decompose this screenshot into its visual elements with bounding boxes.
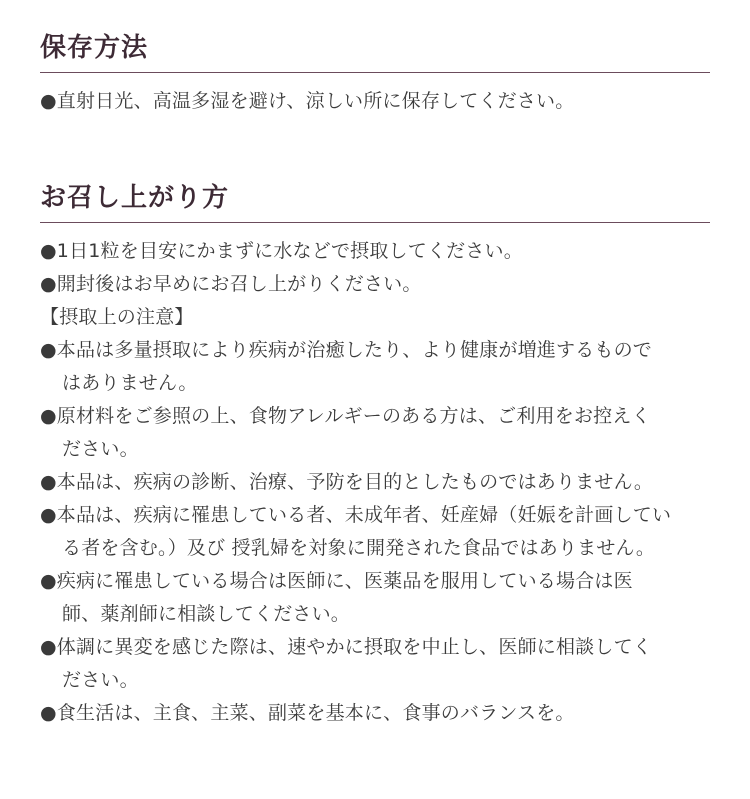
storage-list <box>40 85 710 118</box>
caution-line: ●本品は多量摂取により疾病が治癒したり、より健康が増進するもので <box>40 339 652 361</box>
caution-line: ●体調に異変を感じた際は、速やかに摂取を中止し、医師に相談してく <box>40 636 652 658</box>
caution-line: ●疾病に罹患している場合は医師に、医薬品を服用している場合は医 <box>40 570 633 592</box>
storage-title: 保存方法 <box>40 33 149 63</box>
caution-line-continued: る者を含む。）及び 授乳婦を対象に開発された食品ではありません。 <box>62 537 656 559</box>
caution-line: ●食生活は、主食、主菜、副菜を基本に、食事のバランスを。 <box>40 702 575 724</box>
caution-line: ●原材料をご参照の上、食物アレルギーのある方は、ご利用をお控えく <box>40 405 651 427</box>
howto-title: お召し上がり方 <box>40 183 230 213</box>
storage-line: ●直射日光、高温多湿を避け、涼しい所に保存してください。 <box>40 90 575 112</box>
caution-line: ●本品は、疾病に罹患している者、未成年者、妊産婦（妊娠を計画してい <box>40 504 672 526</box>
storage-divider <box>40 72 710 73</box>
howto-divider <box>40 222 710 223</box>
caution-heading: 【摂取上の注意】 <box>40 306 194 328</box>
howto-dosage-line: ●1日1粒を目安にかまずに水などで摂取してください。 <box>40 240 523 262</box>
caution-line-continued: 師、薬剤師に相談してください。 <box>62 603 351 625</box>
howto-list <box>40 235 710 730</box>
caution-line: ●本品は、疾病の診断、治療、予防を目的としたものではありません。 <box>40 471 654 493</box>
caution-line-continued: はありません。 <box>62 372 198 394</box>
caution-line-continued: ださい。 <box>62 669 139 691</box>
howto-section <box>40 178 710 730</box>
howto-after-opening-line: ●開封後はお早めにお召し上がりください。 <box>40 273 422 295</box>
storage-section <box>40 28 710 118</box>
caution-line-continued: ださい。 <box>62 438 139 460</box>
